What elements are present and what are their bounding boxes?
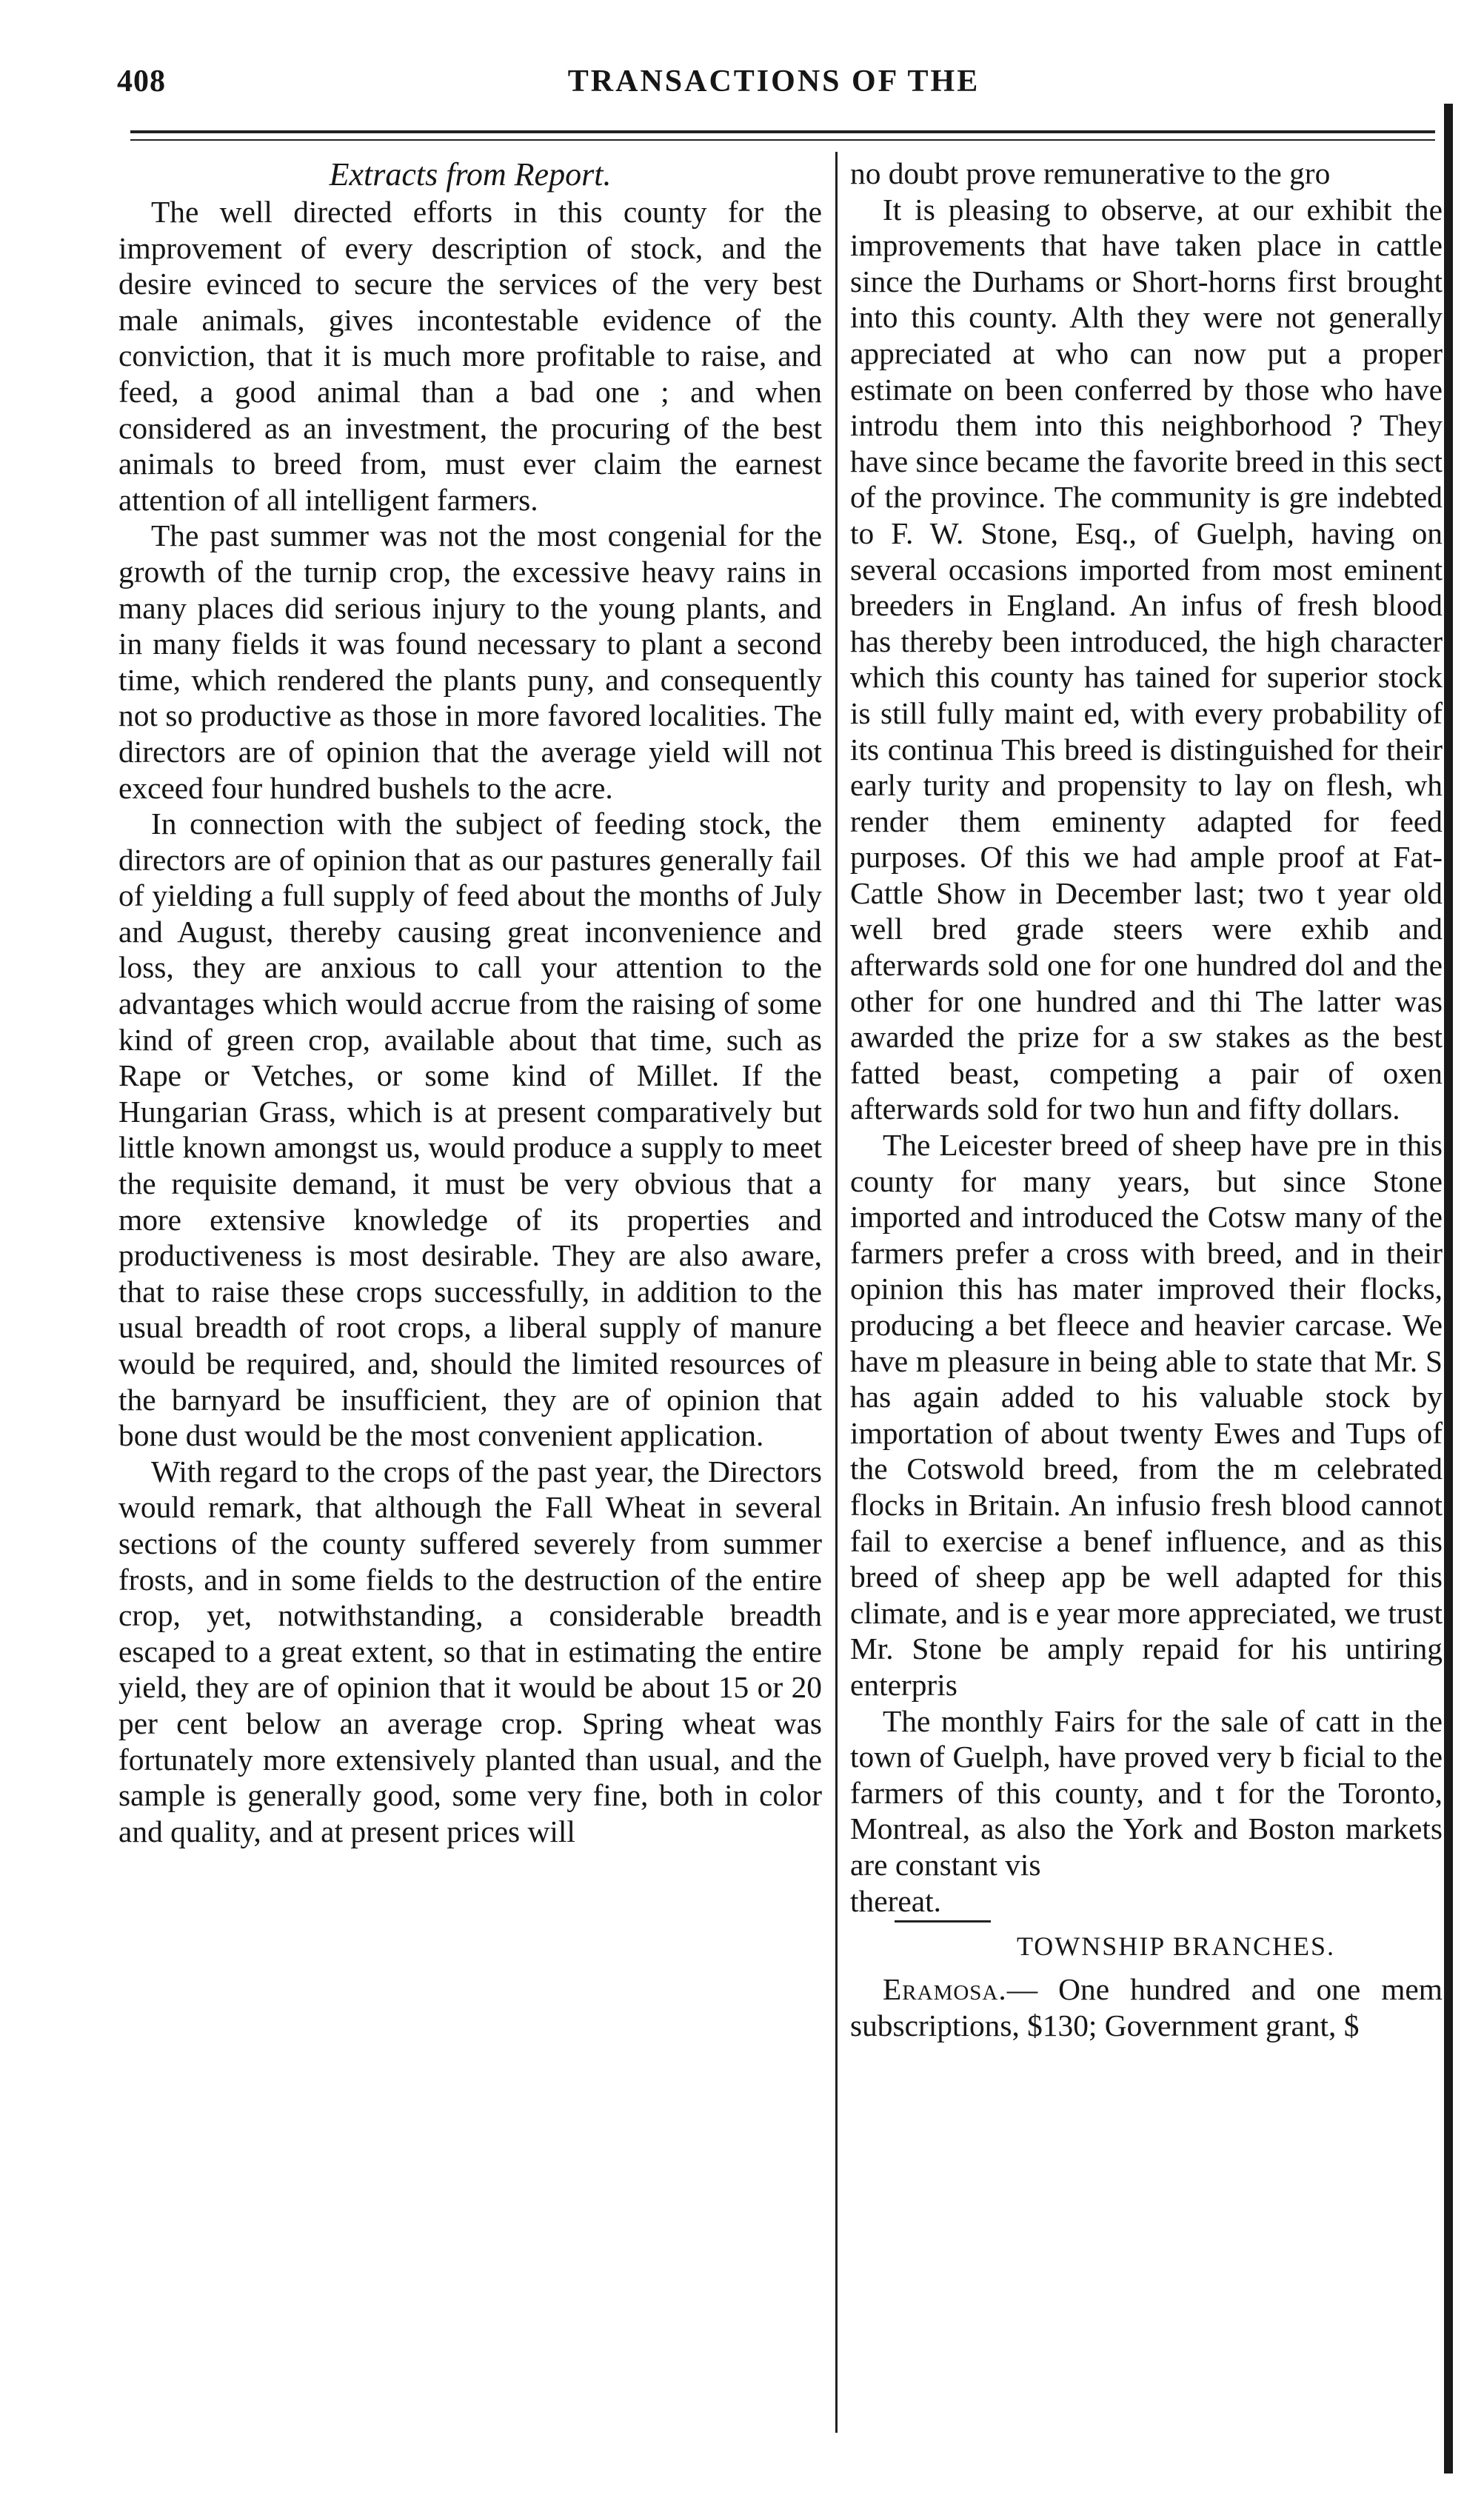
header-rule <box>130 130 1435 133</box>
paragraph: With regard to the crops of the past year, the Directors would remark, that although the Fall Wheat in several sections of the county suffered severely from summer frosts, and in some fields to the destruction of the entire crop, yet, notwithstanding, a considerable breadth escaped to a great extent, so that in estimating the entire yield, they are of opinion that it would be about 15 or 20 per cent below an average crop. Spring wheat was fortunately more extensively planted than usual, and the sample is generally good, some very fine, both in color and quality, and at present prices will <box>118 1454 822 1848</box>
section-separator <box>895 1920 991 1923</box>
running-title: TRANSACTIONS OF THE <box>567 64 980 98</box>
branch-entry <box>850 1971 1443 2043</box>
page-number: 408 <box>117 64 166 98</box>
branch-name: Eramosa. <box>883 1972 1007 2007</box>
running-head <box>111 64 1437 116</box>
section-heading: Extracts from Report. <box>329 156 612 193</box>
left-column <box>118 156 822 1849</box>
paragraph: It is pleasing to observe, at our exhibit the improvements that have taken place in cattle since the Durhams or Short-horns first brought into this county. Alth they were not generally appreciated at who can now put a proper estimate on been conferred by those who have introdu them into this neighborhood ? They have since became the favorite breed in this sect of the province. The community is gre indebted to F. W. Stone, Esq., of Guelph, having on several occasions imported from most eminent breeders in England. An infus of fresh blood has thereby been introduced, the high character which this county has tained for superior stock is still fully maint ed, with every probability of its continua This breed is distinguished for their early turity and propensity to lay on flesh, wh render them eminenty adapted for feed purposes. Of this we had ample proof at Fat-Cattle Show in December last; two t year old well bred grade steers were exhib and afterwards sold one for one hundred dol and the other for one hundred and thi The latter was awarded the prize for a sw stakes as the best fatted beast, competing a pair of oxen afterwards sold for two hun and fifty dollars. <box>850 192 1443 1126</box>
column-divider <box>835 152 838 2433</box>
paragraph: The past summer was not the most congenial for the growth of the turnip crop, the excessive heavy rains in many places did serious injury to the young plants, and in many fields it was found necessary to plant a second time, which rendered the plants puny, and consequently not so productive as those in more favored localities. The directors are of opinion that the average yield will not exceed four hundred bushels to the acre. <box>118 518 822 805</box>
paragraph-tail: thereat. <box>850 1883 941 1918</box>
right-column <box>850 156 1443 2466</box>
branch-text: — One hundred and one mem subscriptions, $130; Government grant, $ <box>850 1972 1443 2042</box>
page-edge-bar <box>1444 104 1453 2473</box>
subheading-township-branches: TOWNSHIP BRANCHES. <box>1016 1931 1336 1962</box>
header-rule-thin <box>130 139 1435 141</box>
paragraph: The Leicester breed of sheep have pre in this county for many years, but since Stone imported and introduced the Cotsw many of the farmers prefer a cross with breed, and in their opinion this has mater improved their flocks, producing a bet fleece and heavier carcase. We have m pleasure in being able to state that Mr. S has again added to his valuable stock by importation of about twenty Ewes and Tups of the Cotswold breed, from the m celebrated flocks in Britain. An infusio fresh blood cannot fail to exercise a benef influence, and as this breed of sheep app be well adapted for this climate, and is e year more appreciated, we trust Mr. Stone be amply repaid for his untiring enterpris <box>850 1128 1443 1702</box>
paragraph: The monthly Fairs for the sale of catt in the town of Guelph, have proved very b ficial to the farmers of this county, and t for the Toronto, Montreal, as also the York and Boston markets are constant vis <box>850 1703 1443 1882</box>
paragraph: The well directed efforts in this county for the improvement of every description of stock, and the desire evinced to secure the services of the very best male animals, gives incontestable evidence of the conviction, that it is much more profitable to raise, and feed, a good animal than a bad one ; and when considered as an investment, the procuring of the best animals to breed from, must ever claim the earnest attention of all intelligent farmers. <box>118 195 822 517</box>
paragraph-continuation: no doubt prove remunerative to the gro <box>850 156 1331 190</box>
paragraph: In connection with the subject of feeding stock, the directors are of opinion that as our pastures generally fail of yielding a full supply of feed about the months of July and August, thereby causing great inconvenience and loss, they are anxious to call your attention to the advantages which would accrue from the raising of some kind of green crop, available about that time, such as Rape or Vetches, or some kind of Millet. If the Hungarian Grass, which is at present comparatively but little known amongst us, would produce a supply to meet the requisite demand, it must be very obvious that a more extensive knowledge of its properties and productiveness is most desirable. They are also aware, that to raise these crops successfully, in addition to the usual breadth of root crops, a liberal supply of manure would be required, and, should the limited resources of the barnyard be insufficient, they are of opinion that bone dust would be the most convenient application. <box>118 806 822 1453</box>
